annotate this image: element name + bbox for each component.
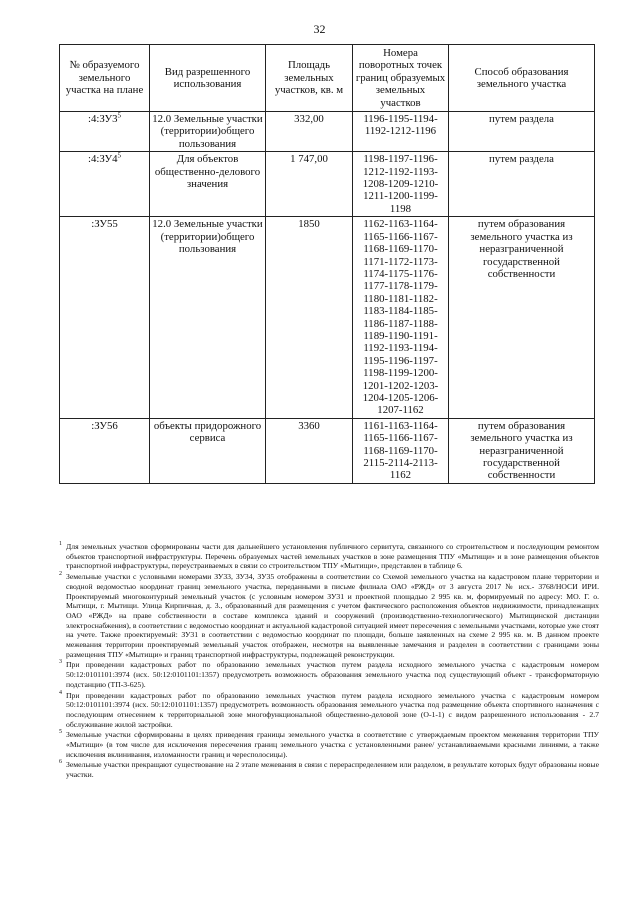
plot-id: :ЗУ55 — [91, 218, 118, 231]
footnote — [59, 691, 599, 730]
permitted-use-cell: Для объектов общественно-делового значения — [150, 152, 266, 217]
turning-points-cell — [353, 217, 449, 419]
footnote-marker: 2 — [59, 571, 62, 578]
plot-id: :ЗУ56 — [91, 419, 118, 432]
formation-method-cell: путем образования земельного участка из неразграниченной государственной собственности — [449, 217, 595, 419]
footnote-marker: 4 — [59, 689, 62, 696]
formation-method-cell: путем раздела — [449, 112, 595, 152]
turning-points-cell — [353, 152, 449, 217]
page-number: 32 — [313, 22, 326, 36]
table-row — [60, 418, 595, 483]
footnote-marker: 6 — [59, 759, 62, 766]
footnote-text: Земельные участки сформированы в целях приведения границы земельного участка в соответствие с утверждаемым проектом межевания территории ТПУ «Мытищи» (в том числе для исключения пересечения границ земельного участка с установленными ранее/ устанавливаемыми красными линиями, а также исключения вклинивания, изломанности границ и чересполосицы). — [66, 730, 599, 759]
turning-points: 1198-1197-1196- 1212-1192-1193- 1208-1209-1210- 1211-1200-1199- 1198 — [362, 153, 439, 215]
area-cell: 1 747,00 — [266, 152, 353, 217]
plot-number-cell — [60, 217, 150, 419]
formation-method-cell: путем образования земельного участка из неразграниченной государственной собственности — [449, 418, 595, 483]
header-area: Площадь земельных участков, кв. м — [266, 45, 353, 112]
area-cell: 1850 — [266, 217, 353, 419]
footnote-text: Для земельных участков сформированы части для дальнейшего установления публичного сервитута, связанного со строительством и последующим ремонтом объектов транспортной инфраструктуры. Перечень образуемых частей земельных участков в зоне размещения ТПУ «Мытищи» и в зоне размещения объектов транспортной инфраструктуры, переустраиваемых в связи со строительством ТПУ «Мытищи», представлен в таблице 6. — [66, 542, 599, 571]
permitted-use-cell: объекты придорожного сервиса — [150, 418, 266, 483]
footnote-marker: 5 — [59, 729, 62, 736]
plot-footnote-ref: 5 — [117, 111, 122, 120]
plot-number-cell — [60, 152, 150, 217]
turning-points: 1162-1163-1164- 1165-1166-1167- 1168-1169-1170- 1171-1172-1173- 1174-1175-1176- 1177-1178-1179- 1180-1181-1182- 1183-1184-1185- 1186-1187-1188- 1189-1190-1191- 1192-1193-1194- 1195-1196-1197- 1198-1199-1200- 1201-1202-1203- 1204-1205-1206- 1207-1162 — [362, 218, 439, 417]
turning-points-cell — [353, 418, 449, 483]
footnote-text: Земельные участки с условными номерами ЗУ33, ЗУ34, ЗУ35 отображены в соответствии со Схемой земельного участка на кадастровом плане территории и сводной ведомостью координат границ земельного участка, переданными в письме филиала ОАО «РЖД» от 3 августа 2017 № исх.- 3768/НОСИ ИРИ. Проектируемый многоконтурный земельный участок (с условным номером ЗУ31 и проектной площадью 2 995 кв. м, формируемый по адресу: МО. Г. о. Мытищи, г. Мытищи. Улица Кирпичная, д. 3., образованный для размещения с учетом фактического расположения объектов недвижимости, принадлежащих ОАО «РЖД» на праве собственности в составе комплекса зданий и сооружений (производственно-технологического) Мытищинской дистанции электроснабжения), в соответствии с ведомостью координат и актуальной кадастровой ситуацией имеет пересечения с земельными участками, которые уже стоят на учете. Также проектируемый: ЗУ31 в соответствии с ведомостью координат по площади, больше заявленных на схеме 2 995 кв. м. В данном проекте межевания территории проектируемый земельный участок отображен, несмотря на выявленные замечания и разделен в соответствии с границами зоны размещения ТПУ «Мытищи» и границ транспортной инфраструктуры, подлежащей реконструкции. — [66, 572, 599, 659]
footnote — [59, 660, 599, 689]
area-cell: 332,00 — [266, 112, 353, 152]
footnote-text: При проведении кадастровых работ по образованию земельных участков путем раздела исходного земельного участка с кадастровым номером 50:12:0101101:3974 (исх. 50:12:0101101:1357) предусмотреть возможность образования земельного участка под размещение объекта спортивного назначения с последующим отнесением к территориальной зоне многофункциональной общественно-деловой зоне (О-1-1) с видом разрешенного использования - 2.7 обслуживание жилой застройки. — [66, 690, 599, 729]
footnote — [59, 760, 599, 779]
turning-points-cell — [353, 112, 449, 152]
header-plot-number: № образуемого земельного участка на плане — [60, 45, 150, 112]
header-permitted-use: Вид разрешенного использования — [150, 45, 266, 112]
permitted-use-cell: 12.0 Земельные участки (территории)общего пользования — [150, 217, 266, 419]
table-row — [60, 112, 595, 152]
footnote-text: Земельные участки прекращают существование на 2 этапе межевания в связи с перераспределением или разделом, в результате которых будут образованы новые участки. — [66, 760, 599, 780]
footnote-marker: 3 — [59, 659, 62, 666]
turning-points: 1196-1195-1194- 1192-1212-1196 — [363, 113, 438, 138]
plot-number-cell — [60, 112, 150, 152]
header-formation-method: Способ образования земельного участка — [449, 45, 595, 112]
table-row — [60, 152, 595, 217]
formation-method-cell: путем раздела — [449, 152, 595, 217]
table-row — [60, 217, 595, 419]
plot-id: :4:ЗУ3 — [87, 113, 118, 126]
footnote-text: При проведении кадастровых работ по образованию земельных участков путем раздела исходного земельного участка с кадастровым номером 50:12:0101101:3974 (исх. 50:12:0101101:1357) предусмотреть возможность образования земельного участка под существующий объект - трансформаторную подстанцию (ТП-3-625). — [66, 660, 599, 689]
footnote — [59, 730, 599, 759]
plot-footnote-ref: 5 — [117, 151, 122, 160]
footnote-marker: 1 — [59, 541, 62, 547]
land-plots-table — [59, 44, 595, 484]
footnotes — [59, 542, 599, 781]
footnote — [59, 542, 599, 571]
header-turning-points: Номера поворотных точек границ образуемых земельных участков — [353, 45, 449, 112]
turning-points: 1161-1163-1164- 1165-1166-1167- 1168-1169-1170- 2115-2114-2113- 1162 — [363, 419, 438, 482]
table-header-row — [60, 45, 595, 112]
plot-number-cell — [60, 418, 150, 483]
permitted-use-cell: 12.0 Земельные участки (территории)общего пользования — [150, 112, 266, 152]
plot-id: :4:ЗУ4 — [87, 153, 118, 166]
footnote — [59, 572, 599, 659]
area-cell: 3360 — [266, 418, 353, 483]
